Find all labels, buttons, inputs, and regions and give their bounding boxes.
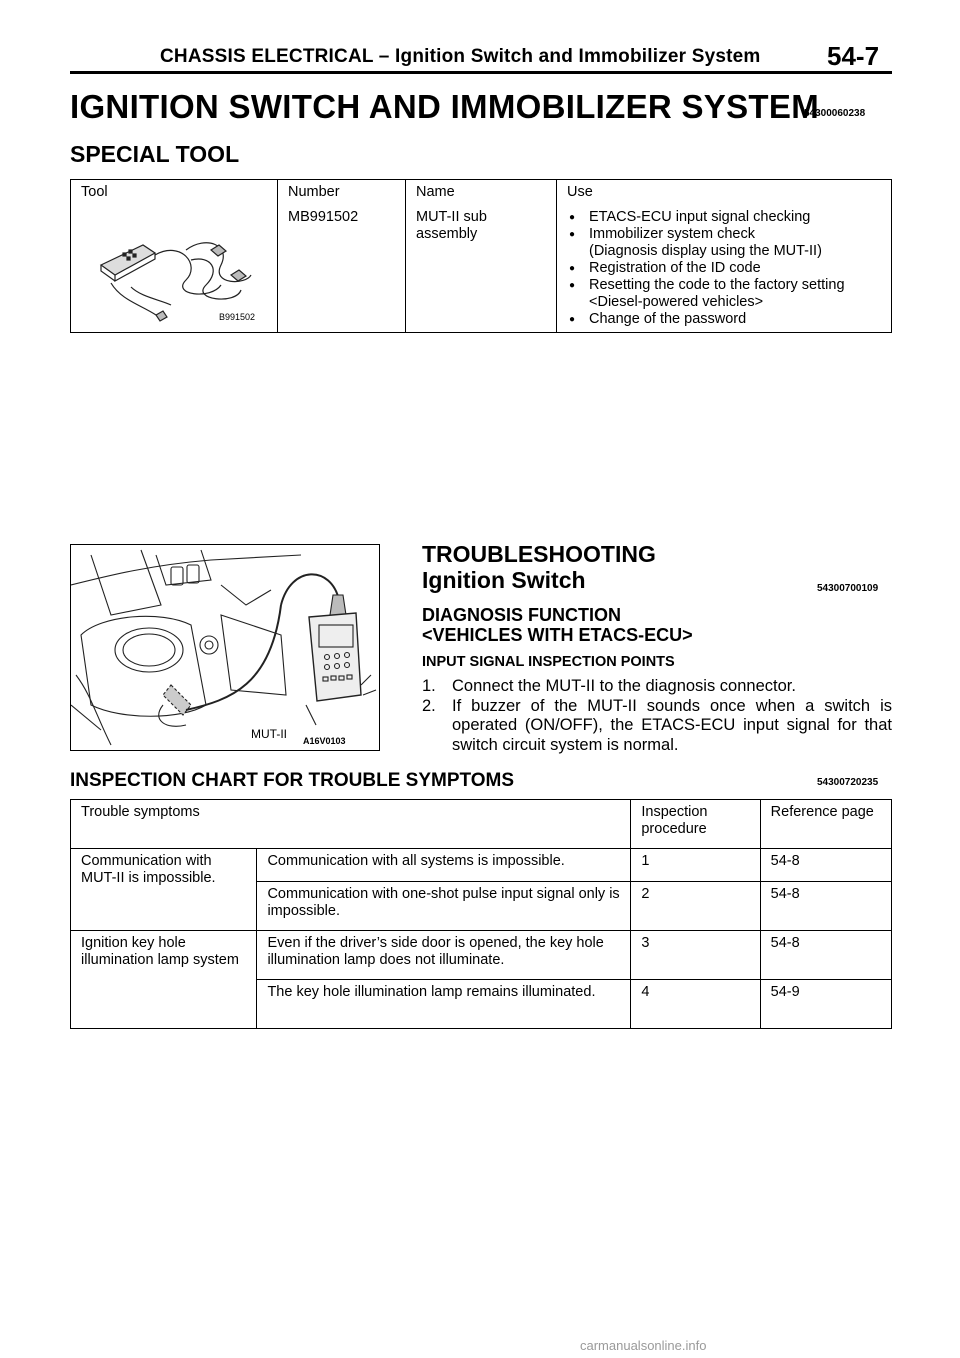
list-item bbox=[422, 677, 892, 697]
step-number: 1. bbox=[422, 677, 436, 695]
col-header-tool: Tool bbox=[71, 180, 278, 206]
header-rule bbox=[70, 71, 892, 74]
figure-code: A16V0103 bbox=[303, 736, 346, 746]
ignition-switch-subheading: Ignition Switch bbox=[422, 567, 586, 593]
procedure-cell: 2 bbox=[631, 882, 760, 931]
list-item: ● Immobilizer system check bbox=[567, 226, 881, 243]
list-item: <Diesel-powered vehicles> bbox=[589, 294, 764, 310]
symptom-cell: Even if the driver’s side door is opened, the key hole illumination lamp does not illuminate. bbox=[257, 931, 631, 980]
inspection-chart-code: 54300720235 bbox=[817, 777, 879, 788]
table-header-row bbox=[71, 180, 892, 206]
symptom-cell: The key hole illumination lamp remains illuminated. bbox=[257, 980, 631, 1029]
table-row bbox=[71, 205, 892, 333]
list-item: ● Resetting the code to the factory setting bbox=[567, 277, 881, 294]
reference-cell: 54-8 bbox=[760, 849, 891, 882]
symptom-cell: Communication with all systems is impossible. bbox=[257, 849, 631, 882]
list-item: ● ETACS-ECU input signal checking bbox=[567, 209, 881, 226]
col-header-reference: Reference page bbox=[760, 800, 891, 849]
step-text: Connect the MUT-II to the diagnosis connector. bbox=[452, 677, 796, 695]
symptom-category: Ignition key hole illumination lamp system bbox=[71, 931, 257, 1029]
section-code: 54300060238 bbox=[804, 108, 866, 119]
reference-cell: 54-8 bbox=[760, 882, 891, 931]
table-row bbox=[71, 849, 892, 882]
figure-label-mut: MUT-II bbox=[251, 727, 287, 741]
inspection-steps bbox=[422, 677, 892, 755]
running-header-title: CHASSIS ELECTRICAL – Ignition Switch and Immobilizer System bbox=[160, 46, 761, 67]
procedure-cell: 3 bbox=[631, 931, 760, 980]
trouble-symptoms-table bbox=[70, 799, 892, 1029]
page-number: 54-7 bbox=[827, 41, 880, 71]
inspection-chart-heading: INSPECTION CHART FOR TROUBLE SYMPTOMS bbox=[70, 770, 515, 791]
table-row bbox=[71, 931, 892, 980]
col-header-procedure: Inspection procedure bbox=[631, 800, 760, 849]
troubleshooting-code: 54300700109 bbox=[817, 583, 879, 594]
list-item bbox=[422, 697, 892, 756]
tool-use-cell bbox=[557, 205, 892, 333]
special-tool-heading: SPECIAL TOOL bbox=[70, 141, 240, 167]
input-signal-heading: INPUT SIGNAL INSPECTION POINTS bbox=[422, 654, 675, 670]
reference-cell: 54-8 bbox=[760, 931, 891, 980]
diagnosis-heading-line2: <VEHICLES WITH ETACS-ECU> bbox=[422, 625, 693, 645]
step-number: 2. bbox=[422, 696, 436, 715]
diagnosis-heading-line1: DIAGNOSIS FUNCTION bbox=[422, 605, 622, 625]
tool-image-cell bbox=[71, 205, 278, 333]
step-text: If buzzer of the MUT-II sounds once when a switch is operated (ON/OFF), the ETACS-ECU input signal for that switch circuit system is normal. bbox=[452, 696, 892, 754]
troubleshooting-heading: TROUBLESHOOTING bbox=[422, 541, 656, 567]
col-header-use: Use bbox=[557, 180, 892, 206]
list-item: ● Change of the password bbox=[567, 311, 881, 328]
list-item: (Diagnosis display using the MUT-II) bbox=[589, 243, 822, 259]
procedure-cell: 1 bbox=[631, 849, 760, 882]
symptom-cell: Communication with one-shot pulse input signal only is impossible. bbox=[257, 882, 631, 931]
section-title: IGNITION SWITCH AND IMMOBILIZER SYSTEM bbox=[70, 88, 819, 125]
diagnosis-connector-figure bbox=[70, 544, 380, 751]
watermark: carmanualsonline.info bbox=[580, 1338, 707, 1353]
tool-image-label: B991502 bbox=[219, 312, 256, 322]
mut-ii-tool-illustration bbox=[71, 205, 276, 330]
diagnosis-function-heading bbox=[422, 605, 693, 645]
col-header-symptoms: Trouble symptoms bbox=[71, 800, 631, 849]
special-tool-table bbox=[70, 179, 892, 333]
tool-name-line1: MUT-II sub bbox=[416, 209, 487, 225]
col-header-number: Number bbox=[278, 180, 406, 206]
tool-name-line2: assembly bbox=[416, 226, 478, 242]
tool-use-list bbox=[567, 209, 881, 328]
reference-cell: 54-9 bbox=[760, 980, 891, 1029]
tool-number-cell: MB991502 bbox=[278, 205, 406, 333]
tool-name-cell bbox=[406, 205, 557, 333]
col-header-name: Name bbox=[406, 180, 557, 206]
dashboard-illustration bbox=[71, 545, 379, 750]
procedure-cell: 4 bbox=[631, 980, 760, 1029]
table-header-row bbox=[71, 800, 892, 849]
list-item: ● Registration of the ID code bbox=[567, 260, 881, 277]
symptom-category: Communication with MUT-II is impossible. bbox=[71, 849, 257, 931]
